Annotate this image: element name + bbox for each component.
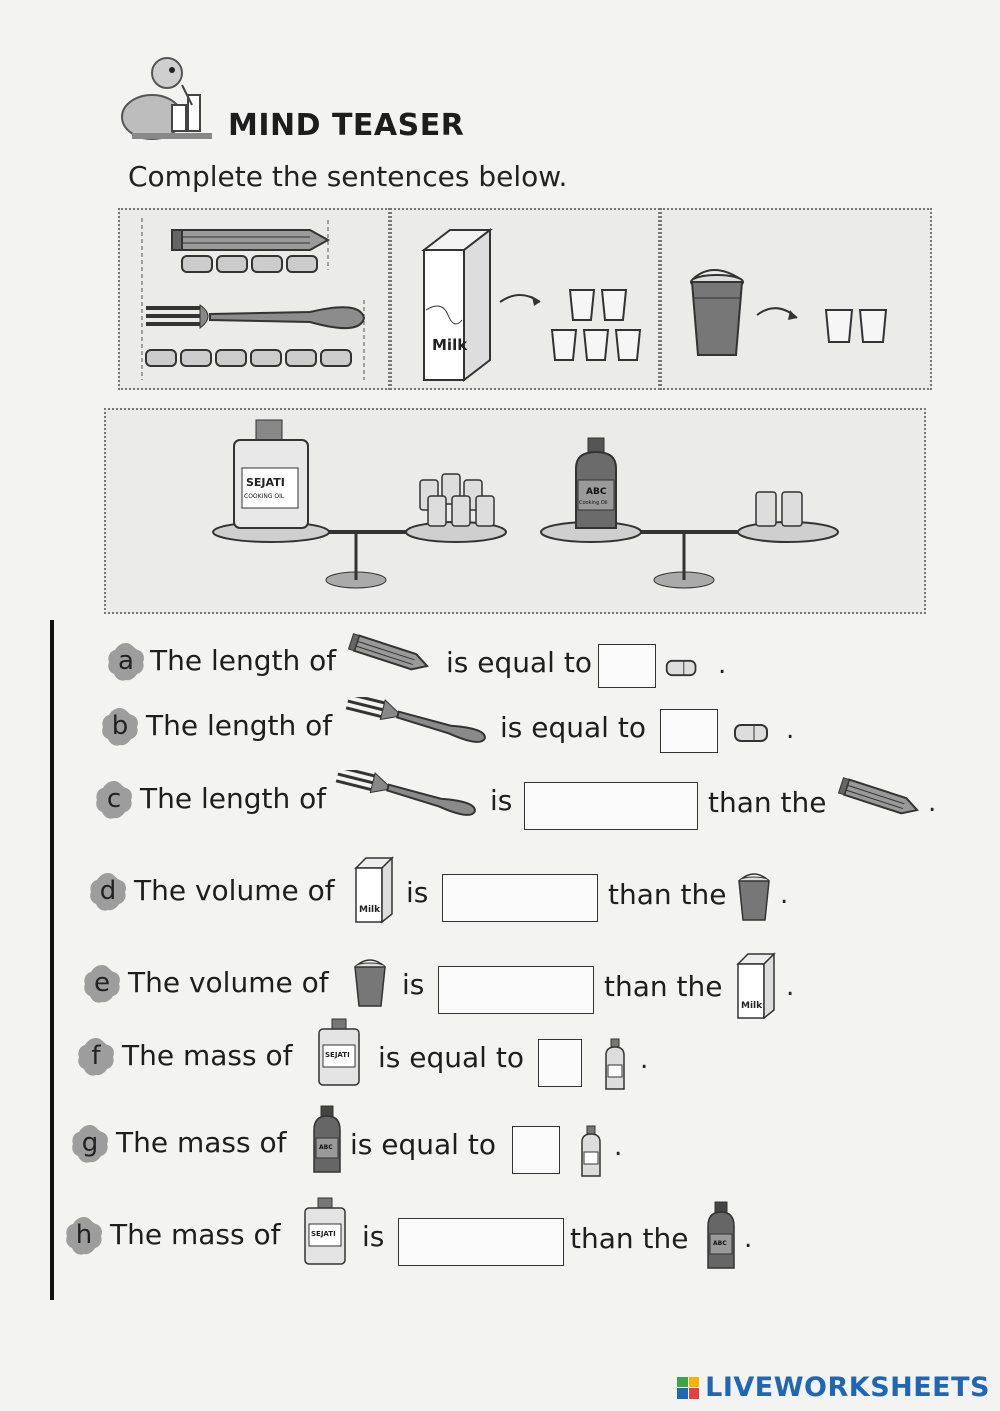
page-title: MIND TEASER [228, 108, 465, 143]
eraser-icon [664, 656, 700, 684]
question-mid-text: is [402, 968, 425, 1001]
answer-input-f[interactable] [538, 1039, 582, 1087]
pencil-icon [172, 230, 328, 250]
milk-icon [732, 948, 782, 1024]
period: . [928, 788, 937, 818]
period: . [786, 715, 795, 745]
svg-text:COOKING OIL: COOKING OIL [244, 493, 285, 500]
period: . [780, 880, 789, 910]
abc-icon [704, 1200, 738, 1274]
question-mid-text: is equal to [350, 1128, 496, 1161]
svg-text:SEJATI: SEJATI [311, 1230, 336, 1238]
question-letter: f [91, 1041, 101, 1071]
logo-squares-icon [677, 1377, 699, 1399]
question-tail-text: than the [604, 970, 723, 1003]
svg-text:Cooking Oil: Cooking Oil [579, 500, 608, 506]
balance-scale-right-icon [541, 522, 838, 588]
question-letter: g [81, 1128, 99, 1158]
brand-text: LIVEWORKSHEETS [705, 1372, 990, 1403]
fork-icon [330, 770, 480, 830]
question-letter-badge [62, 1214, 106, 1258]
question-letter: b [111, 711, 129, 741]
question-mid-text: is [490, 784, 513, 817]
question-tail-text: than the [570, 1222, 689, 1255]
fork-icon [340, 697, 490, 757]
period: . [718, 650, 727, 680]
question-lead-text: The mass of [110, 1218, 281, 1251]
question-letter-badge [68, 1122, 112, 1166]
fork-icon [146, 305, 364, 328]
bucket-picture-panel [660, 208, 932, 390]
two-small-bottles-icon [756, 492, 802, 526]
question-letter-badge [80, 962, 124, 1006]
question-lead-text: The mass of [122, 1039, 293, 1072]
question-lead-text: The length of [140, 782, 327, 815]
margin-rule [50, 620, 54, 1300]
period: . [786, 972, 795, 1002]
smallbottle-icon [578, 1124, 604, 1182]
sejati-icon [300, 1196, 350, 1270]
question-letter: d [99, 876, 117, 906]
abc-oil-bottle-icon [576, 438, 616, 528]
question-lead-text: The volume of [128, 966, 329, 999]
turtle-mascot-icon [112, 55, 222, 145]
question-lead-text: The volume of [134, 874, 335, 907]
cups-icon [552, 290, 640, 360]
question-letter-badge [92, 778, 136, 822]
answer-input-b[interactable] [660, 709, 718, 753]
eraser-icon [730, 721, 774, 749]
question-tail-text: than the [708, 786, 827, 819]
question-letter: h [75, 1220, 93, 1250]
milk-icon [350, 852, 400, 928]
question-mid-text: is equal to [500, 711, 646, 744]
bucket-icon [350, 954, 390, 1014]
mass-picture-panel [104, 408, 926, 614]
abc-icon [310, 1104, 344, 1178]
svg-text:SEJATI: SEJATI [246, 476, 285, 489]
question-mid-text: is equal to [378, 1041, 524, 1074]
instruction-text: Complete the sentences below. [128, 160, 568, 193]
milk-picture-panel [390, 208, 660, 390]
period: . [614, 1132, 623, 1162]
eraser-row-icon-long [146, 350, 351, 366]
answer-input-h[interactable] [398, 1218, 564, 1266]
question-lead-text: The length of [150, 644, 337, 677]
small-bottles-group-icon [420, 474, 494, 526]
question-letter-badge [98, 705, 142, 749]
svg-text:ABC: ABC [319, 1144, 333, 1151]
smallbottle-icon [602, 1037, 628, 1095]
two-cups-icon [826, 310, 886, 342]
bucket-icon [691, 270, 743, 355]
milk-carton-icon [424, 230, 490, 380]
period: . [744, 1224, 753, 1254]
length-picture-panel [118, 208, 390, 390]
answer-input-g[interactable] [512, 1126, 560, 1174]
question-letter: a [118, 646, 134, 676]
pencil-icon [342, 632, 438, 680]
question-mid-text: is [406, 876, 429, 909]
question-letter: c [106, 784, 122, 814]
question-mid-text: is [362, 1220, 385, 1253]
period: . [640, 1045, 649, 1075]
svg-text:SEJATI: SEJATI [325, 1051, 350, 1059]
question-letter-badge [86, 870, 130, 914]
svg-text:Milk: Milk [359, 905, 381, 915]
sejati-icon [314, 1017, 364, 1091]
answer-input-e[interactable] [438, 966, 594, 1014]
answer-input-d[interactable] [442, 874, 598, 922]
eraser-row-icon [182, 256, 317, 272]
sejati-oil-bottle-icon [234, 420, 308, 528]
question-mid-text: is equal to [446, 646, 592, 679]
svg-text:Milk: Milk [741, 1001, 763, 1011]
svg-text:ABC: ABC [586, 487, 607, 497]
question-lead-text: The mass of [116, 1126, 287, 1159]
milk-label: Milk [432, 336, 468, 354]
question-letter-badge [104, 640, 148, 684]
svg-text:ABC: ABC [713, 1240, 727, 1247]
bucket-icon [734, 868, 774, 928]
question-letter-badge [74, 1035, 118, 1079]
answer-input-a[interactable] [598, 644, 656, 688]
pencil-icon [832, 776, 928, 824]
balance-scale-left-icon [213, 522, 506, 588]
liveworksheets-logo [677, 1372, 990, 1403]
answer-input-c[interactable] [524, 782, 698, 830]
question-letter: e [94, 968, 110, 998]
question-tail-text: than the [608, 878, 727, 911]
question-lead-text: The length of [146, 709, 333, 742]
